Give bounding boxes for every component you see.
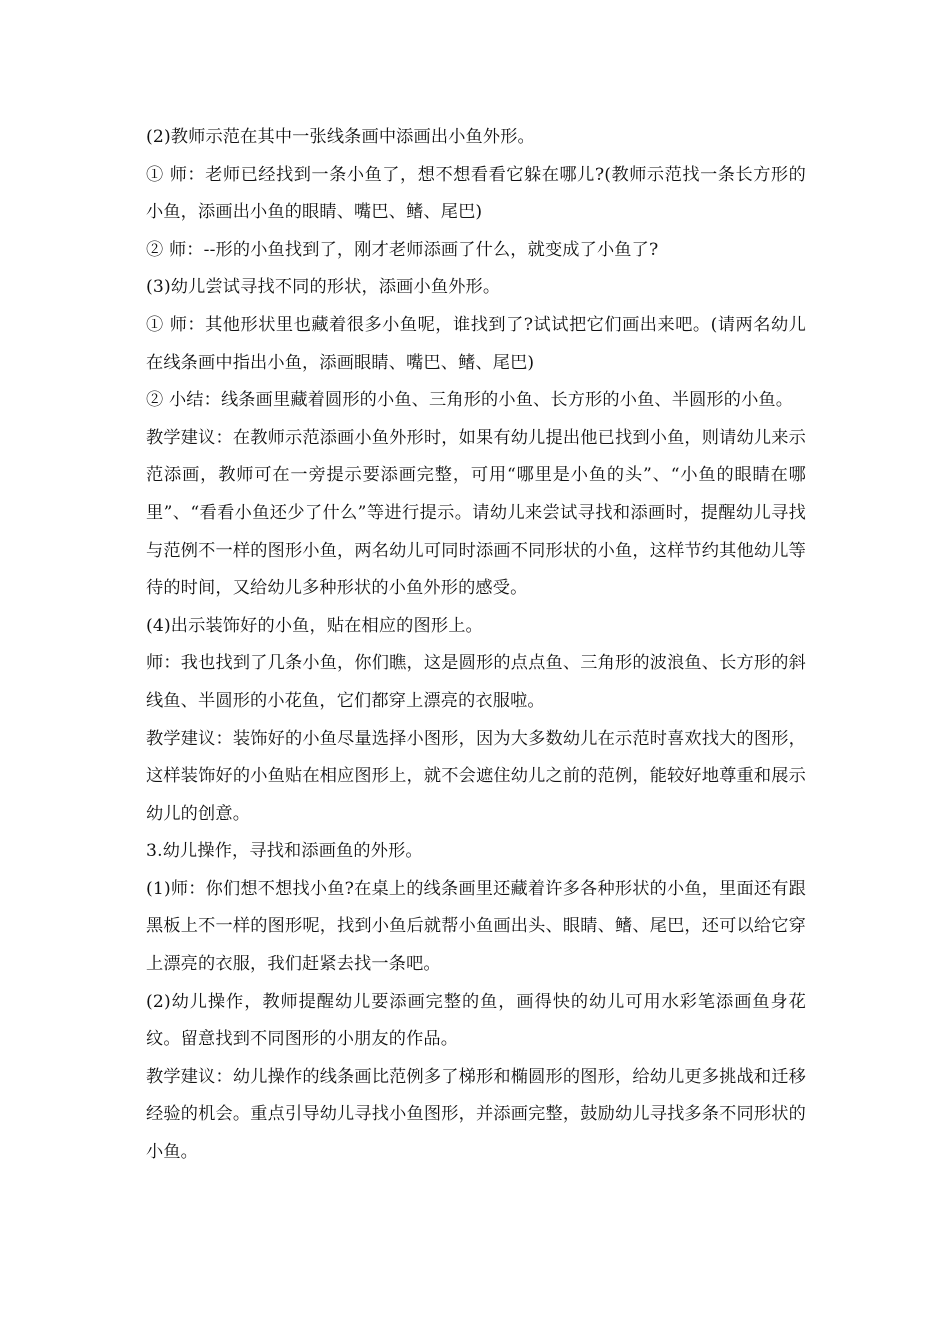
paragraph-teaching-suggestion-2: 教学建议：装饰好的小鱼尽量选择小图形，因为大多数幼儿在示范时喜欢找大的图形，这样装饰好的小鱼贴在相应图形上，就不会遮住幼儿之前的范例，能较好地尊重和展示幼儿的创意。	[146, 728, 806, 824]
paragraph-section-3-heading: 3.幼儿操作，寻找和添画鱼的外形。	[146, 841, 423, 862]
paragraph-children-try-heading: (3)幼儿尝试寻找不同的形状，添画小鱼外形。	[146, 277, 501, 298]
paragraph-teaching-suggestion-3: 教学建议：幼儿操作的线条画比范例多了梯形和椭圆形的图形，给幼儿更多挑战和迁移经验的机会。重点引导幼儿寻找小鱼图形，并添画完整，鼓励幼儿寻找多条不同形状的小鱼。	[146, 1066, 806, 1163]
paragraph-decorated-fish-heading: (4)出示装饰好的小鱼，贴在相应的图形上。	[146, 615, 483, 636]
paragraph-summary: ② 小结：线条画里藏着圆形的小鱼、三角形的小鱼、长方形的小鱼、半圆形的小鱼。	[146, 390, 794, 411]
paragraph-teaching-suggestion-1: 教学建议：在教师示范添画小鱼外形时，如果有幼儿提出他已找到小鱼，则请幼儿来示范添画，教师可在一旁提示要添画完整，可用“哪里是小鱼的头”、“小鱼的眼睛在哪里”、“看看小鱼还少了什么”等进行提示。请幼儿来尝试寻找和添画时，提醒幼儿寻找与范例不一样的图形小鱼，两名幼儿可同时添画不同形状的小鱼，这样节约其他幼儿等待的时间，又给幼儿多种形状的小鱼外形的感受。	[146, 427, 806, 599]
paragraph-teacher-fish-intro: 师：我也找到了几条小鱼，你们瞧，这是圆形的点点鱼、三角形的波浪鱼、长方形的斜线鱼、半圆形的小花鱼，它们都穿上漂亮的衣服啦。	[146, 653, 806, 711]
paragraph-teacher-demo-heading: (2)教师示范在其中一张线条画中添画出小鱼外形。	[146, 127, 535, 147]
paragraph-operation-step-2: (2)幼儿操作，教师提醒幼儿要添画完整的鱼，画得快的幼儿可用水彩笔添画鱼身花纹。留意找到不同图形的小朋友的作品。	[146, 991, 806, 1050]
paragraph-teacher-demo-step-1: ① 师：老师已经找到一条小鱼了，想不想看看它躲在哪儿?(教师示范找一条长方形的小鱼，添画出小鱼的眼睛、嘴巴、鳍、尾巴)	[146, 164, 806, 223]
paragraph-children-try-step-1: ① 师：其他形状里也藏着很多小鱼呢，谁找到了?试试把它们画出来吧。(请两名幼儿在线条画中指出小鱼，添画眼睛、嘴巴、鳍、尾巴)	[146, 314, 806, 373]
document-body	[146, 119, 806, 1172]
paragraph-teacher-demo-step-2: ② 师：--形的小鱼找到了，刚才老师添画了什么，就变成了小鱼了?	[146, 239, 659, 260]
paragraph-operation-step-1: (1)师：你们想不想找小鱼?在桌上的线条画里还藏着许多各种形状的小鱼，里面还有跟黑板上不一样的图形呢，找到小鱼后就帮小鱼画出头、眼睛、鳍、尾巴，还可以给它穿上漂亮的衣服，我们赶紧去找一条吧。	[146, 878, 806, 975]
